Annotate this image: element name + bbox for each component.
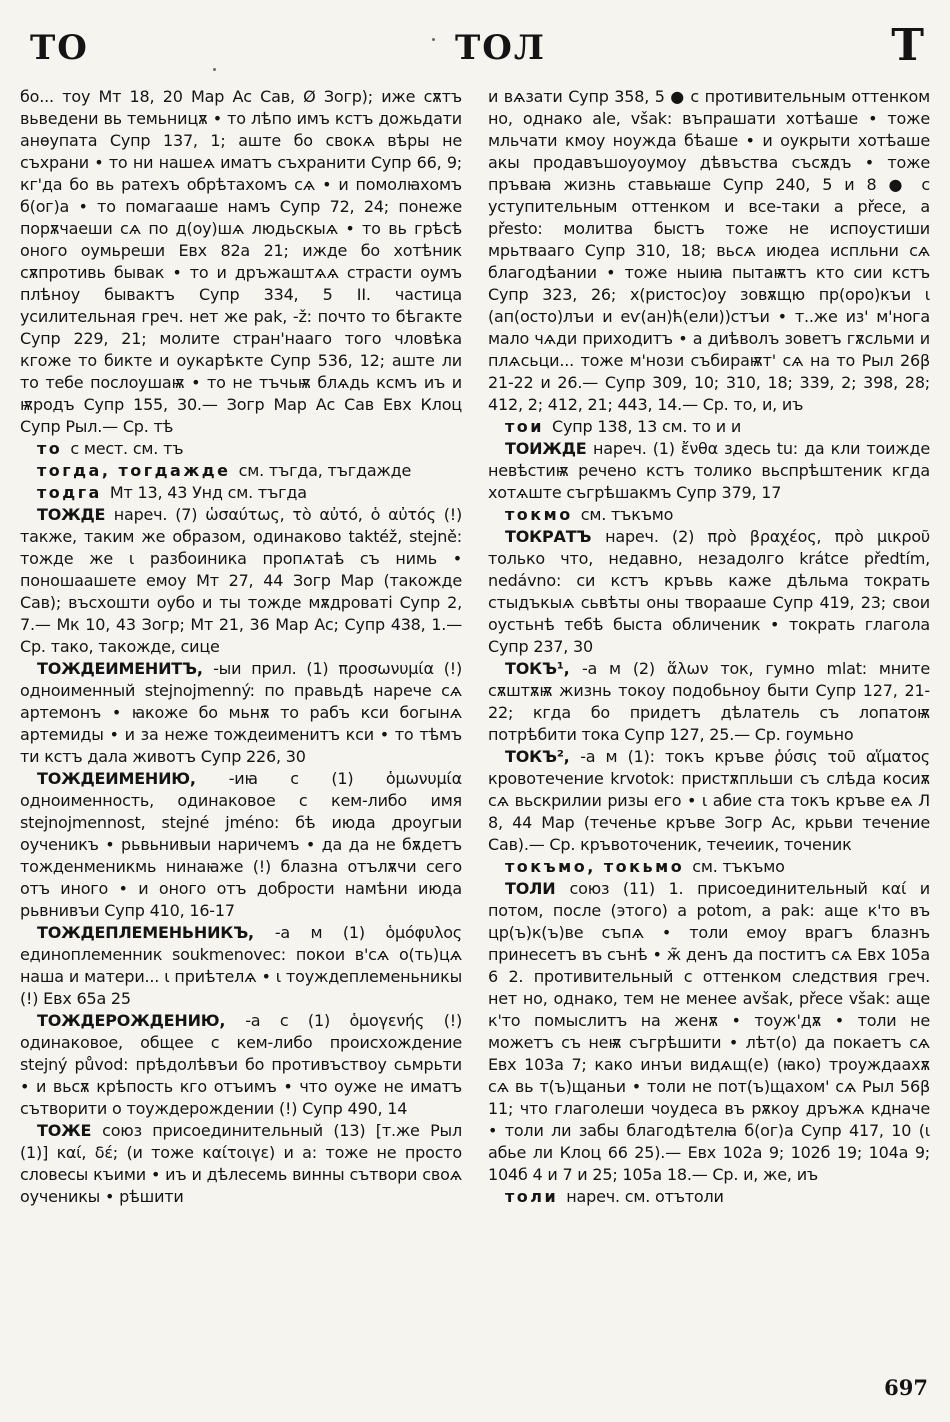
entry-text: -ыи прил. (1) προσωνυμία (!) одноименный stejnojmenný: по правьдѣ нарече сѧ артемонъ • ꙗкоже бо мьнѫ то рабъ кси богынѧ артемиды • и за неже тождеименитъ кси • то тѣмъ ти кстъ дала животъ Супр 226, 30 [20, 659, 462, 766]
entry-text: нареч. (2) πρὸ βραχέος, πρὸ μικροῦ только что, недавно, незадолго krátce předtím, nedávno: си кстъ кръвь каже дѣльма тократь стыдъкыѧ сьвѣты оны творааше Супр 419, 23; свои оустьнѣ тебѣ быста обличеник • тократь глагола Супр 237, 30 [488, 527, 930, 656]
entry-headword: тодга [37, 483, 110, 502]
entry-to-continuation [20, 86, 462, 438]
entry-text: -а м (1): токъ кръве ῥύσις τοῦ αἵματος кровотечение krvotok: пристѫпльши съ слѣда косиѫ сѧ вьскрилии ризы его • ι абие ста токъ кръве еѧ Л 8, 44 Мар (теченье кръве Зогр Ас, крьви течение Сав).— Ср. кръвоточеник, течеиик, точеник [488, 747, 930, 854]
entry-headword: ТОКЪ², [505, 747, 581, 766]
entry-text: -а м (1) ὁμόφυλος единоплеменник soukmenovec: покои в'сѧ о(ть)цѧ наша и матери... ι приѣтелѧ • ι тоуждеплеменьникы (!) Евх 65а 25 [20, 923, 462, 1008]
entry-toizhde [488, 438, 930, 504]
page-number: 697 [884, 1375, 928, 1400]
entry-tozhdeimeniie [20, 768, 462, 922]
entry-text: нареч. см. отътоли [566, 1187, 724, 1206]
entry-headword: ТОЖДЕПЛЕМЕНЬНИКЪ, [37, 923, 275, 942]
entry-headword: ТОКРАТЪ [505, 527, 606, 546]
left-column [20, 86, 462, 1382]
entry-headword: тои [505, 417, 553, 436]
right-column [488, 86, 930, 1382]
entry-text: нареч. (7) ὡσαύτως, τὸ αὐτό, ὁ αὐτός (!) также, таким же образом, одинаково taktéž, stejně: тожде же ι разбоиника пропѧтаѣ съ нимь • поношаашете емоу Мт 27, 44 Зогр Мар (такожде Сав); въсхошти оубо и ты тожде мѫдроваті Супр 2, 7.— Мк 10, 43 Зогр; Мт 21, 36 Мар Ас; Супр 438, 1.— Ср. тако, такожде, сице [20, 505, 462, 656]
entry-toku-2 [488, 746, 930, 856]
entry-text: с мест. см. тъ [70, 439, 184, 458]
entry-toli-ref [488, 1186, 930, 1208]
entry-headword: ТОЖДЕИМЕНИТЪ, [37, 659, 214, 678]
entry-text: см. тъкъмо [692, 857, 785, 876]
guide-word-left: ТО [30, 28, 89, 68]
entry-headword: тогда, тогдажде [37, 461, 239, 480]
entry-tozhderozhdeniie [20, 1010, 462, 1120]
text-columns [20, 86, 930, 1382]
entry-tozhde [20, 504, 462, 658]
scan-speck [432, 38, 435, 41]
entry-tozhdeplemennik [20, 922, 462, 1010]
entry-togda-ref [20, 460, 462, 482]
entry-text: см. тъкъмо [580, 505, 674, 524]
entry-tokratu [488, 526, 930, 658]
entry-headword: ТОИЖДЕ [505, 439, 594, 458]
entry-headword: ТОЖДЕ [37, 505, 114, 524]
entry-toli [488, 878, 930, 1186]
entry-todga-ref [20, 482, 462, 504]
entry-tokumo-ref [488, 856, 930, 878]
entry-text: -а м (2) ἅλων ток, гумно mlat: мните сѫштѫѭ жизнь токоу подобьноу быти Супр 127, 21-22; кгда бо придетъ дѣлатель съ лопатоѭ потрѣбити тока Супр 127, 25.— Ср. гоумьно [488, 659, 930, 744]
running-head [0, 20, 950, 71]
entry-tozhdeimenitu [20, 658, 462, 768]
entry-text: -иꙗ с (1) ὁμωνυμία одноименность, одинаковое с кем-либо имя stejnojmennost, stejné jméno: бѣ июда дроугыи оученикъ • рьвьнивыи наричемъ • да да не бѫдетъ тожденменикмь нинаꙗже (!) блазна отълѫчи сего отъ иного • и оного отъ добрости намѣни июда рьвнивъи Супр 410, 16-17 [20, 769, 462, 920]
entry-headword: токмо [505, 505, 581, 524]
entry-headword: то [37, 439, 71, 458]
entry-toku-1 [488, 658, 930, 746]
entry-headword: ТОКЪ¹, [505, 659, 582, 678]
entry-to-ref [20, 438, 462, 460]
entry-tozhe-continuation [488, 86, 930, 416]
entry-text: бо... тоу Мт 18, 20 Мар Ас Сав, Ø Зогр); иже сѫтъ вьведени вь темьницѫ • то лѣпо имъ кстъ дожьдати анѳупата Супр 137, 1; аште бо свокѧ вѣры не съхрани • то ни нашеѧ иматъ съхранити Супр 66, 9; кг'да бо вь ратехъ обрѣтахомъ сѧ • и помолꙗхомъ б(ог)а • то помагааше намъ Супр 72, 24; понеже порѫчаеши сѧ по д(оу)шѧ людьскыѧ • то вь грѣсѣ оного оумьреши Евх 82а 21; ижде бо хотѣник сѫпротивь бывак • то и дръжаштѧѧ страсти оумъ плѣноу бывактъ Супр 334, 5 II. частица усилительная греч. нет же pak, -ž: почто то бѣгакте Супр 229, 21; молите стран'нааго того чловѣка кгоже то бикте и оукарѣкте Супр 536, 12; аште ли то тебе послоушаѭ • то не тъчьѭ блѧдь ксмъ иъ и ѭродъ Супр 155, 30.— Зогр Мар Ас Сав Евх Клоц Супр Рыл.— Ср. тѣ [20, 87, 462, 436]
entry-text: союз присоединительный (13) [т.же Рыл (1)] καί, δέ; (и тоже καίτοιγε) и а: тоже не просто словесы къими • иъ и дѣлесемь винны сътвори своѧ оученикы • рѣшити [20, 1121, 463, 1206]
entry-text: нареч. (1) ἔνθα здесь tu: да кли тоижде невѣстиѭ речено кстъ толико вьспрѣштеник кгда хотѧште съгрѣшакмъ Супр 379, 17 [488, 439, 930, 502]
scan-speck [213, 68, 216, 71]
entry-text: Мт 13, 43 Унд см. тъгда [109, 483, 307, 502]
entry-text: -а с (1) ὁμογενής (!) одинаковое, общее с кем-либо происхождение stejný původ: прѣдолѣвъи бо противъствоу сьмрьти • и вьсѫ крѣпость кго отъимъ • что оуже не иматъ сътворити о тоуждерождении (!) Супр 490, 14 [20, 1011, 462, 1118]
entry-tozhe [20, 1120, 462, 1208]
entry-headword: ТОЖДЕРОЖДЕНИЮ, [37, 1011, 246, 1030]
entry-text: и вѧзати Супр 358, 5 ● с противительным оттенком но, однако ale, však: въпрашати хотѣаше • тоже мльчати кмоу ноужда бѣаше • и оукрыти хотѣаше акы продавъшоуоумоу дѣвъства съсѫдъ • тоже пръваꙗ жизнь ставьꙗше Супр 240, 5 и 8 ● с уступительным оттенком и все-таки a přece, a přesto: молитва быстъ тоже не испоустиши мрьтвааго Супр 310, 18; вьсѧ июдеа испльни сѧ благодѣании • тоже ныиꙗ пытаѭтъ кто сии кстъ Супр 323, 26; х(ристос)оу зовѫщю пр(оро)къи ι (ап(осто)лъи и еѵ(ан)ћ(ели))стъи • т..же из' м'нога мало чѧди приходитъ • а диѣволъ зоветъ гѫсльми и плѧсьци... тоже м'нози събираѭт' сѧ на то Рыл 26β 21-22 и 26.— Супр 309, 10; 310, 18; 339, 2; 398, 28; 412, 2; 412, 21; 443, 14.— Ср. то, и, иъ [488, 87, 930, 414]
entry-headword: ТОЖЕ [37, 1121, 103, 1140]
entry-toi-ref [488, 416, 930, 438]
entry-text: Супр 138, 13 см. то и и [552, 417, 742, 436]
guide-word-right: Т [891, 20, 924, 71]
entry-text: см. тъгда, тъгдажде [238, 461, 412, 480]
entry-tokmo-ref [488, 504, 930, 526]
entry-headword: токъмо, токьмо [505, 857, 693, 876]
entry-headword: толи [505, 1187, 567, 1206]
entry-headword: ТОЛИ [505, 879, 570, 898]
entry-headword: ТОЖДЕИМЕНИЮ, [37, 769, 229, 788]
entry-text: союз (11) 1. присоединительный καί и потом, после (этого) a potom, a pak: аще к'то въ цр(ъ)к(ъ)ве съпѧ • толи емоу врагъ блазнъ принесетъ въ сънѣ • ж̃ денъ да поститъ сѧ Евх 105а 6 2. противительный с оттенком следствия греч. нет но, однако, тем не менее avšak, přece však: аще к'то помыслитъ на женѫ • тоуж'дѫ • толи не можетъ съ неѭ съгрѣшити • лѣт(о) да покаетъ сѧ Евх 103а 7; како инъи видѧщ(е) (ꙗко) троуждаахѫ сѧ вь т(ъ)щаньи • толи не пот(ъ)щахом' сѧ Рыл 56β 11; что глаголеши чоудеса въ рѫкоу дръжѧ кдначе • толи ли забы благодѣтелꙗ б(ог)а Супр 417, 10 (ι абье ли Клоц 66 25).— Евх 102а 9; 102б 19; 104а 9; 104б 4 и 7 и 25; 105а 18.— Ср. и, же, иъ [488, 879, 930, 1184]
guide-word-center: ТОЛ [455, 28, 546, 68]
